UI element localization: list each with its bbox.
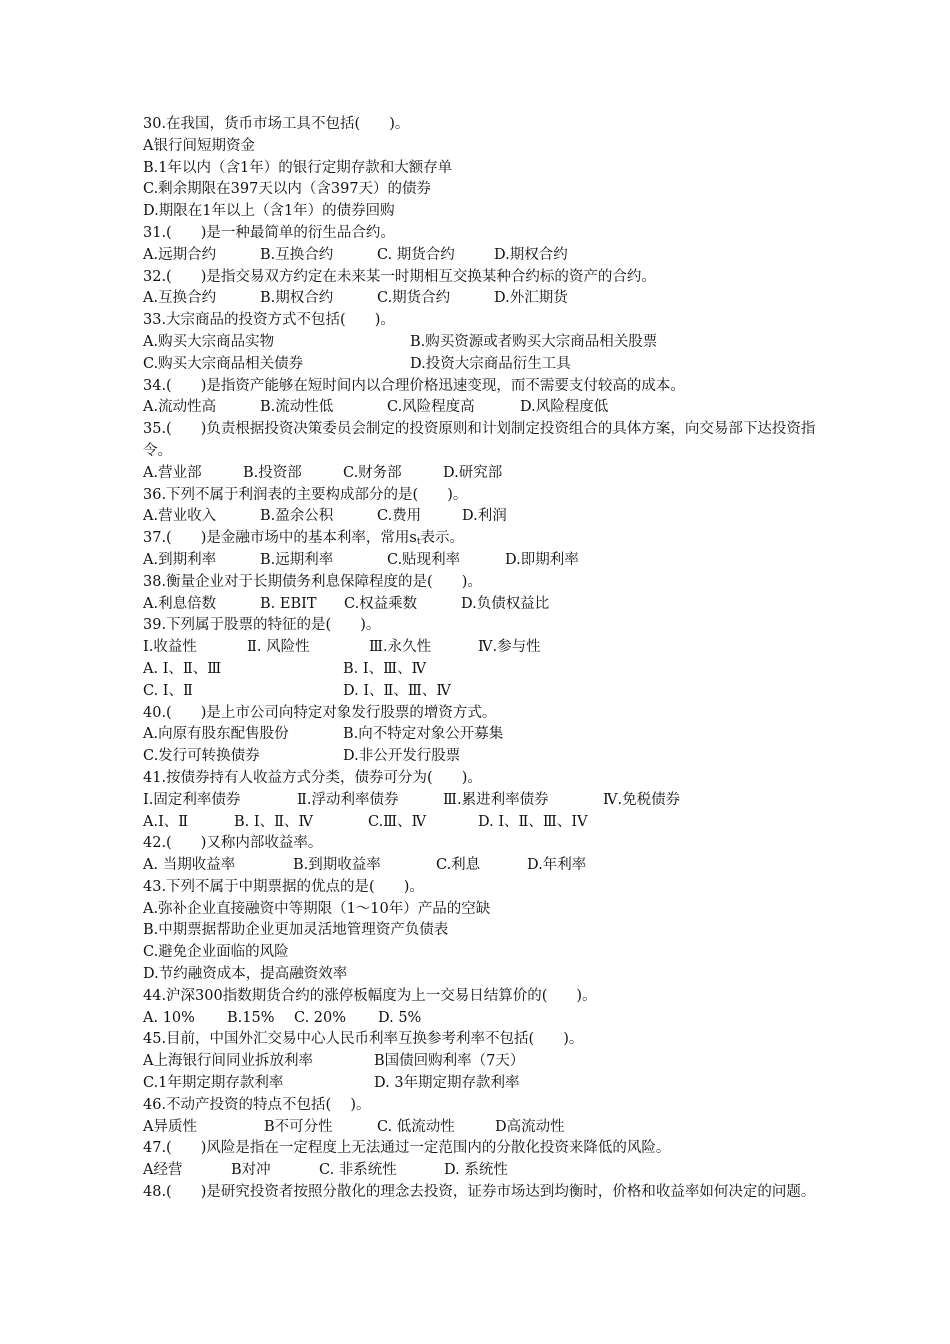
question-37-option-a: A.到期利率 [143,551,217,568]
question-33-options-cd [143,354,823,376]
question-41-options [143,812,823,834]
question-44-stem: 44.沪深300指数期货合约的涨停板幅度为上一交易日结算价的( )。 [143,987,597,1004]
question-47-options [143,1160,823,1182]
question-47-option-c: C. 非系统性 [319,1162,397,1179]
question-36-option-b: B.盈余公积 [260,508,334,525]
question-47-option-d: D. 系统性 [444,1162,508,1179]
question-39-option-b: B. Ⅰ、Ⅲ、Ⅳ [343,660,427,677]
question-37-option-b: B.远期利率 [260,551,334,568]
question-32-option-b: B.期权合约 [260,290,334,307]
question-46-option-b: B不可分性 [264,1118,333,1135]
question-32-stem: 32.( )是指交易双方约定在未来某一时期相互交换某种合约标的资产的合约。 [143,268,656,285]
question-38-option-b: B. EBIT [260,595,317,612]
question-48-stem: 48.( )是研究投资者按照分散化的理念去投资，证券市场达到均衡时，价格和收益率如何决定的问题。 [143,1184,816,1201]
question-45-option-a: A上海银行间同业拆放利率 [143,1053,313,1070]
question-37-stem-suffix: 表示。 [420,530,464,547]
question-33-option-a: A.购买大宗商品实物 [143,333,275,350]
question-31-stem: 31.( )是一种最简单的衍生品合约。 [143,224,395,241]
question-38-option-c: C.权益乘数 [344,595,418,612]
question-44-option-a: A. 10% [143,1009,195,1026]
question-41-items [143,790,823,812]
question-41-option-a: A.I、Ⅱ [143,813,189,830]
question-36-option-a: A.营业收入 [143,508,217,525]
question-35-option-a: A.营业部 [143,464,202,481]
question-41-option-b: B. I、Ⅱ、Ⅳ [234,813,313,830]
question-39-item-4: Ⅳ.参与性 [478,639,541,656]
question-40-stem: 40.( )是上市公司向特定对象发行股票的增资方式。 [143,704,497,721]
question-35-options [143,463,823,485]
question-35-option-d: D.研究部 [443,464,503,481]
question-34-options [143,397,823,419]
question-37-stem-prefix: 37.( )是金融市场中的基本利率，常用s [143,530,417,547]
question-37-option-c: C.贴现利率 [387,551,461,568]
question-30-option-c: C.剩余期限在397天以内（含397天）的债券 [143,181,432,198]
question-39-stem: 39.下列属于股票的特征的是( )。 [143,617,381,634]
question-34-option-d: D.风险程度低 [520,399,609,416]
question-47-option-a: A经营 [143,1162,183,1179]
question-40-option-a: A.向原有股东配售股份 [143,726,289,743]
question-45-stem: 45.目前，中国外汇交易中心人民币利率互换参考利率不包括( )。 [143,1031,584,1048]
question-47-option-b: B对冲 [231,1162,271,1179]
question-42-option-c: C.利息 [436,857,481,874]
question-40-options-cd [143,746,823,768]
question-33-option-c: C.购买大宗商品相关债券 [143,355,304,372]
question-44-option-d: D. 5% [378,1009,422,1026]
question-33-stem: 33.大宗商品的投资方式不包括( )。 [143,312,395,329]
question-38-stem: 38.衡量企业对于长期债务利息保障程度的是( )。 [143,573,482,590]
question-40-options-ab [143,724,823,746]
question-40-option-d: D.非公开发行股票 [343,748,461,765]
question-34-option-c: C.风险程度高 [387,399,475,416]
question-33-option-b: B.购买资源或者购买大宗商品相关股票 [410,333,658,350]
question-45-option-d: D. 3年期定期存款利率 [374,1075,520,1092]
question-45-option-c: C.1年期定期存款利率 [143,1075,284,1092]
question-43-option-a: A.弥补企业直接融资中等期限（1～10年）产品的空缺 [143,900,491,917]
question-36-stem: 36.下列不属于利润表的主要构成部分的是( )。 [143,486,468,503]
question-34-option-b: B.流动性低 [260,399,334,416]
question-30-option-a: A银行间短期资金 [143,137,255,154]
question-46-stem: 46.不动产投资的特点不包括( )。 [143,1096,371,1113]
question-46-option-a: A异质性 [143,1118,197,1135]
question-32-options [143,288,823,310]
question-44-option-b: B.15% [227,1009,275,1026]
question-36-options [143,506,823,528]
question-45-options-cd [143,1073,823,1095]
question-39-options-cd [143,681,823,703]
question-44-options [143,1008,823,1030]
question-38-option-d: D.负债权益比 [461,595,550,612]
question-38-option-a: A.利息倍数 [143,595,217,612]
question-31-options [143,245,823,267]
question-41-item-2: Ⅱ.浮动利率债券 [297,791,399,808]
question-40-option-b: B.向不特定对象公开募集 [343,726,504,743]
question-41-item-3: Ⅲ.累进利率债券 [443,791,549,808]
question-45-options-ab [143,1051,823,1073]
question-33-option-d: D.投资大宗商品衍生工具 [410,355,571,372]
question-41-item-1: I.固定利率债券 [143,791,241,808]
question-34-stem: 34.( )是指资产能够在短时间内以合理价格迅速变现，而不需要支付较高的成本。 [143,377,685,394]
question-32-option-c: C.期货合约 [377,290,451,307]
question-46-option-d: D高流动性 [495,1118,565,1135]
question-37-option-d: D.即期利率 [505,551,579,568]
question-46-options [143,1117,823,1139]
question-43-option-d: D.节约融资成本，提高融资效率 [143,966,348,983]
question-list [143,114,823,1204]
question-42-stem: 42.( )又称内部收益率。 [143,835,323,852]
question-41-stem: 41.按债券持有人收益方式分类，债券可分为( )。 [143,769,482,786]
question-35-option-c: C.财务部 [343,464,402,481]
question-47-stem: 47.( )风险是指在一定程度上无法通过一定范围内的分散化投资来降低的风险。 [143,1140,671,1157]
question-43-stem: 43.下列不属于中期票据的优点的是( )。 [143,878,424,895]
question-37-stem-subscript: t [416,537,421,548]
question-30-option-d: D.期限在1年以上（含1年）的债券回购 [143,203,395,220]
question-36-option-d: D.利润 [462,508,507,525]
question-43-option-c: C.避免企业面临的风险 [143,944,289,961]
question-42-option-a: A. 当期收益率 [143,857,236,874]
question-39-option-a: A. Ⅰ、Ⅱ、Ⅲ [143,660,222,677]
question-40-option-c: C.发行可转换债券 [143,748,260,765]
question-35-option-b: B.投资部 [243,464,302,481]
question-45-option-b: B国债回购利率（7天） [374,1053,525,1070]
question-46-option-c: C. 低流动性 [377,1118,455,1135]
question-39-option-c: C. Ⅰ、Ⅱ [143,682,193,699]
question-35-stem: 35.( )负责根据投资决策委员会制定的投资原则和计划制定投资组合的具体方案，向交易部下达投资指令。 [143,421,816,459]
question-31-option-a: A.远期合约 [143,246,217,263]
question-31-option-c: C. 期货合约 [377,246,455,263]
question-31-option-b: B.互换合约 [260,246,334,263]
question-39-item-3: Ⅲ.永久性 [369,639,432,656]
question-42-option-d: D.年利率 [527,857,587,874]
question-30-option-b: B.1年以内（含1年）的银行定期存款和大额存单 [143,159,453,176]
question-31-option-d: D.期权合约 [494,246,568,263]
question-42-options [143,855,823,877]
question-30-stem: 30.在我国，货币市场工具不包括( )。 [143,116,410,132]
question-42-option-b: B.到期收益率 [293,857,381,874]
question-39-items [143,637,823,659]
question-37-options [143,550,823,572]
question-32-option-a: A.互换合约 [143,290,217,307]
question-39-item-2: Ⅱ. 风险性 [247,639,310,656]
question-41-option-c: C.Ⅲ、Ⅳ [368,813,427,830]
question-39-option-d: D. Ⅰ、Ⅱ、Ⅲ、Ⅳ [343,682,451,699]
question-37-stem [143,528,823,550]
question-41-option-d: D. I、Ⅱ、Ⅲ、IV [478,813,588,830]
question-38-options [143,594,823,616]
question-39-item-1: I.收益性 [143,639,197,656]
question-43-option-b: B.中期票据帮助企业更加灵活地管理资产负债表 [143,922,449,939]
question-39-options-ab [143,659,823,681]
question-32-option-d: D.外汇期货 [494,290,568,307]
question-44-option-c: C. 20% [294,1009,347,1026]
question-34-option-a: A.流动性高 [143,399,217,416]
question-41-item-4: Ⅳ.免税债券 [603,791,681,808]
question-36-option-c: C.费用 [377,508,422,525]
question-33-options-ab [143,332,823,354]
